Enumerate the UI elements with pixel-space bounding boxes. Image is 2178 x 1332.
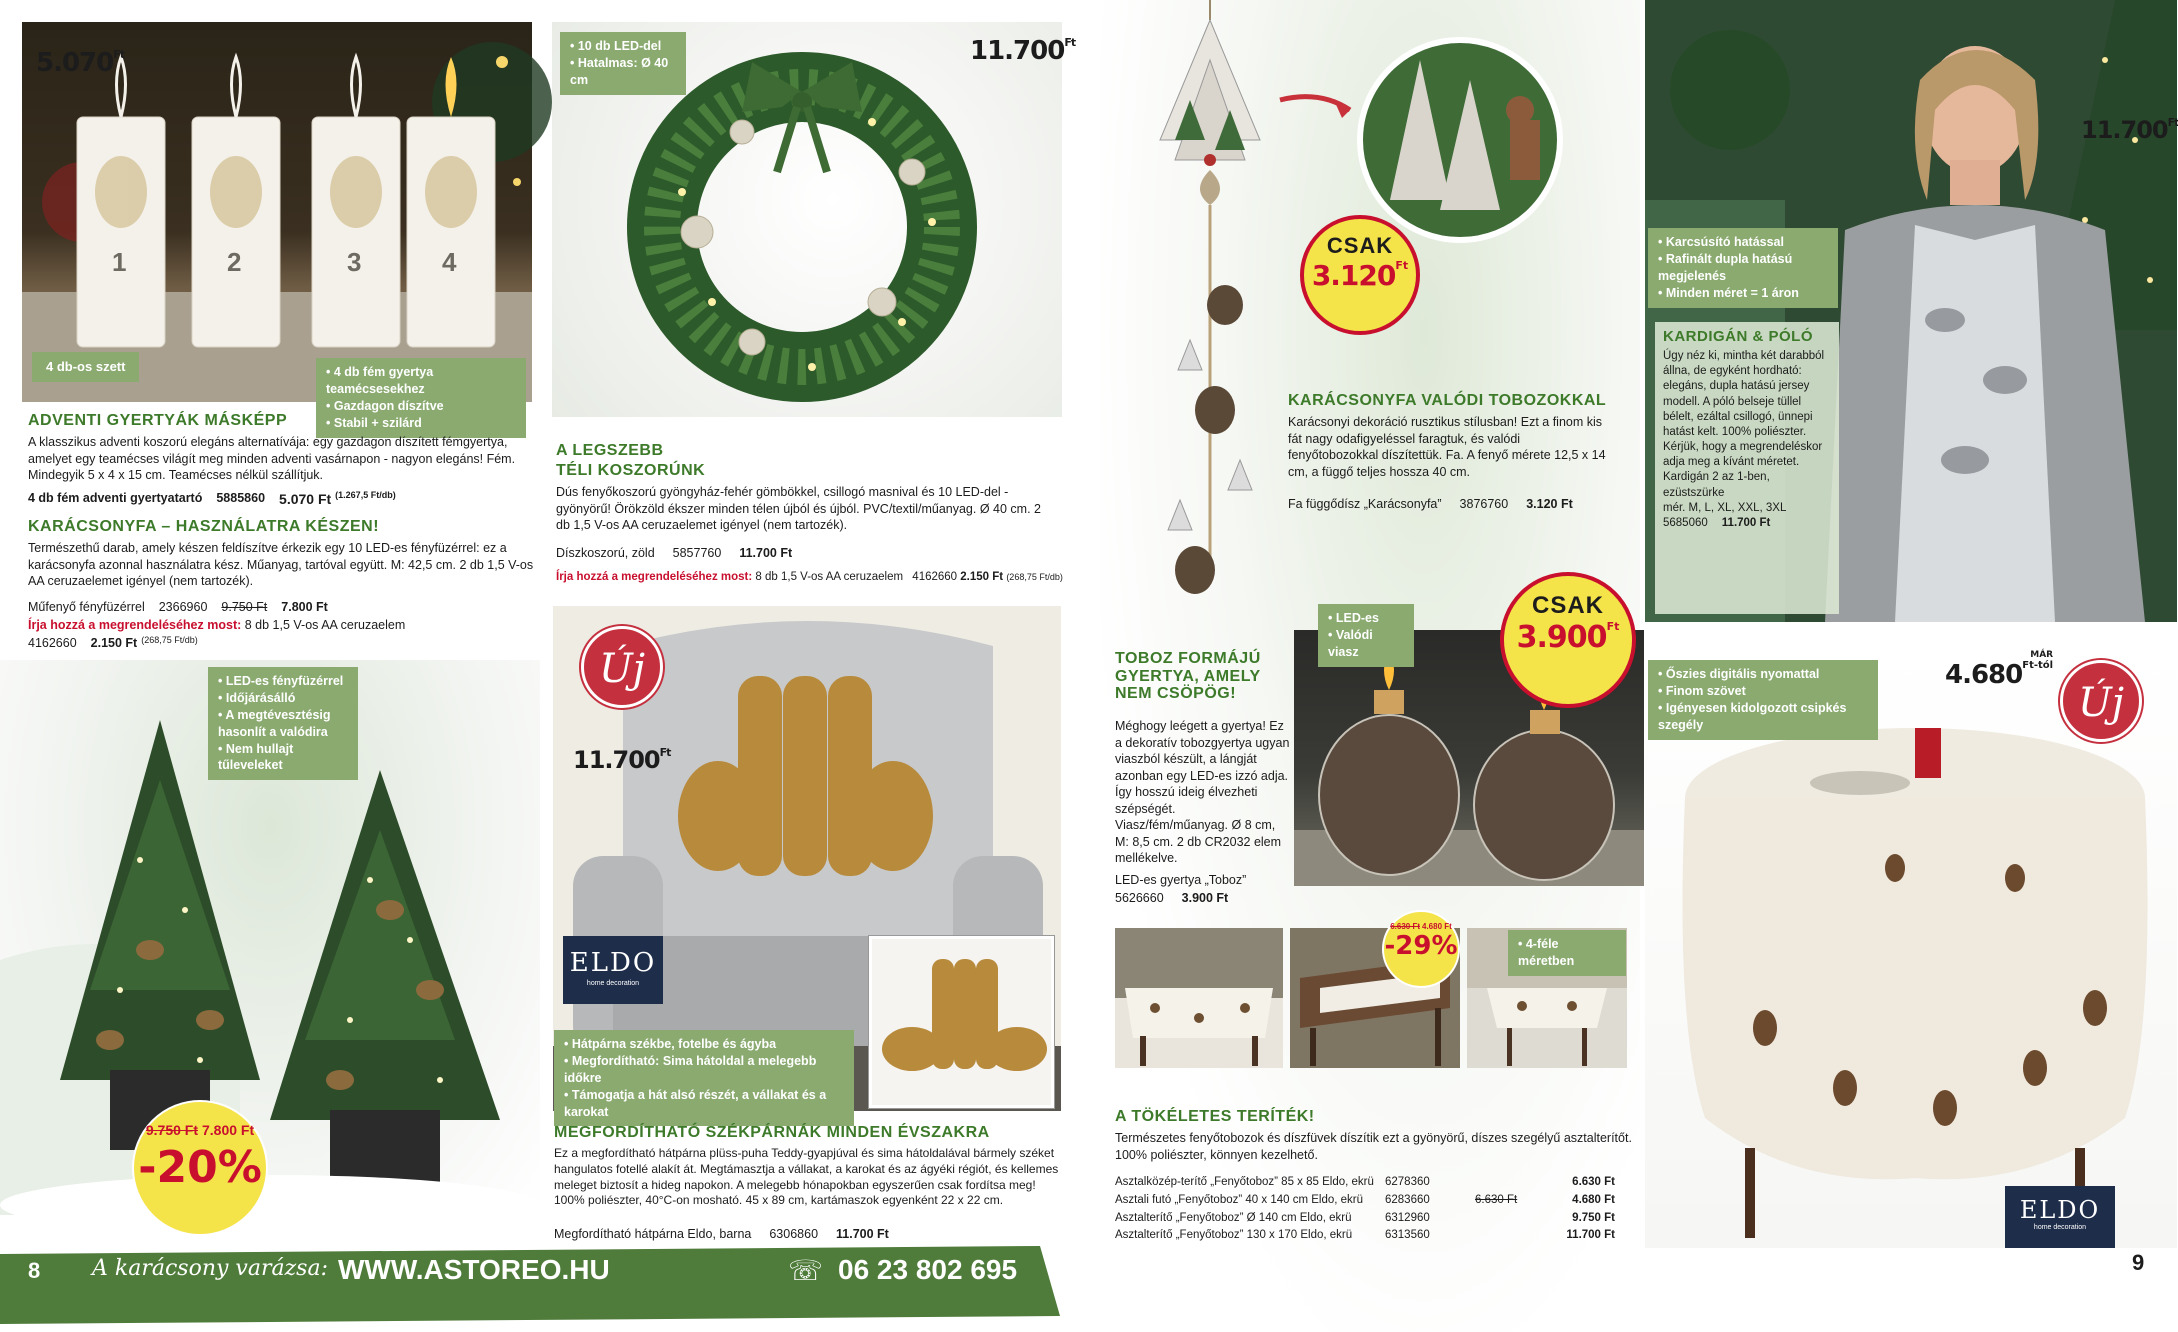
tablecloth-row — [1115, 1210, 1635, 1228]
advent-price-unit: Ft — [113, 48, 125, 61]
tree-badge-percent: -20% — [138, 1142, 262, 1193]
tree-addon-code: 4162660 — [28, 636, 77, 650]
tablecloth-row-price: 4.680 Ft — [1572, 1193, 1615, 1206]
tablecloth-brand-box — [2005, 1186, 2115, 1248]
tree-badge-new: 7.800 Ft — [202, 1122, 255, 1138]
tree-discount-badge — [132, 1100, 268, 1236]
advent-bullet: • Stabil + szilárd — [326, 415, 516, 432]
cardigan-order-line — [1663, 516, 1831, 531]
tree-description: Természethű darab, amely készen feldíszítve érkezik egy 10 LED-es fényfüzérrel: ez a karácsonyfa azonnal használatra kész. Műanyag, tartóval együtt. M: 42,5 cm. 2 db 1,5 V-os AA ceruzaelemet igényel (nem tartozék). — [28, 541, 534, 588]
cardigan-bullets — [1648, 228, 1838, 308]
tablecloth-price-unit: Ft-tól — [2022, 660, 2054, 671]
pillow-bullet: • Hátpárna székbe, fotelbe és ágyba — [564, 1036, 844, 1053]
tablecloth-brand-sub: home decoration — [2033, 1224, 2087, 1231]
advent-order-code: 5885860 — [216, 491, 266, 505]
tablecloth-bullet: • Finom szövet — [1658, 683, 1868, 700]
candle-number-4: 4 — [442, 247, 457, 277]
cardigan-price — [2081, 116, 2178, 144]
advent-bullets — [316, 358, 526, 438]
tablecloth-row — [1115, 1174, 1635, 1192]
candle-number-1: 1 — [112, 247, 127, 277]
pillow-description: Ez a megfordítható hátpárna plüss-puha Teddy-gyapjúval és sima hátoldalával bármely széket hangulatos fotellé alakít át. Megtámasztja a vállakat, a karokat és az ágyéki régiót, és kellemes meleget biztosít a hideg napokon. A melegebb hónapokban egyszerűen csak fordítsa meg! 100% poliészter, 40°C-on mosható. 45 x 89 cm, kartámaszok egyenként 22 x 22 cm. — [554, 1146, 1059, 1208]
candle-number-2: 2 — [227, 247, 242, 277]
candle-order-price: 3.900 Ft — [1181, 891, 1229, 905]
pillow-price-value: 11.700 — [573, 746, 660, 774]
tablecloth-price — [1945, 650, 2053, 690]
wreath-price-unit: Ft — [1064, 36, 1076, 49]
table-sizes-tag — [1508, 930, 1626, 976]
tablecloth-price-value: 4.680 — [1945, 660, 2023, 690]
wreath-bullets — [560, 32, 686, 95]
tablecloth-row-name: Asztalközép-terítő „Fenyőtoboz” 85 x 85 Eldo, ekrü — [1115, 1176, 1374, 1188]
pillow-bullets — [554, 1030, 854, 1126]
tree-order-line — [28, 599, 328, 616]
tablecloth-row-code: 6312960 — [1385, 1211, 1430, 1224]
tree-addon-order — [28, 635, 198, 652]
tablecloth-bullet: • Őszies digitális nyomattal — [1658, 666, 1868, 683]
candle-title: TOBOZ FORMÁJÚ GYERTYA, AMELY NEM CSÖPÖG! — [1115, 650, 1261, 703]
pillow-inset-photo — [869, 936, 1054, 1108]
tablecloth-row-name: Asztalterítő „Fenyőtoboz” Ø 140 cm Eldo, ekrü — [1115, 1211, 1352, 1224]
advent-bullet: • 4 db fém gyertya teamécsesekhez — [326, 364, 516, 398]
candle-number-3: 3 — [347, 247, 362, 277]
table-mini-percent: -29% — [1384, 931, 1458, 961]
footer-phone: 06 23 802 695 — [838, 1254, 1018, 1285]
wreath-order-name: Díszkoszorú, zöld — [556, 546, 655, 560]
pillow-brand-box — [563, 936, 663, 1004]
candle-price-unit: Ft — [1606, 620, 1620, 633]
tree-bullet: • Időjárásálló — [218, 690, 348, 707]
tablecloth-description: Természetes fenyőtobozok és díszfüvek díszítik ezt a gyönyörű, díszes szegélyű asztalterítőt. 100% poliészter, könnyen kezelhető. — [1115, 1131, 1632, 1162]
cardigan-price-unit: Ft — [2167, 116, 2178, 129]
ornament-price-unit: Ft — [1395, 259, 1409, 272]
ornament-order-name: Fa függődísz „Karácsonyfa” — [1288, 497, 1442, 511]
wreath-addon — [556, 570, 1076, 585]
advent-candles-photo — [22, 22, 532, 402]
pillow-brand-name: ELDO — [569, 948, 657, 978]
footer-url-link[interactable]: WWW.ASTOREO.HU — [338, 1254, 610, 1285]
cardigan-sizes: mér. M, L, XL, XXL, 3XL — [1663, 501, 1787, 514]
tree-addon — [28, 617, 548, 634]
tablecloth-row-code: 6283660 — [1385, 1193, 1430, 1206]
pillow-bullet: • Támogatja a hát alsó részét, a vállakat és a karokat — [564, 1087, 844, 1121]
candle-bullet: • Valódi viasz — [1328, 627, 1404, 661]
candle-only-label: CSAK — [1531, 592, 1604, 619]
wreath-bullet: • Hatalmas: Ø 40 cm — [570, 55, 676, 89]
ornament-price-value: 3.120 — [1311, 259, 1396, 292]
tree-addon-text: 8 db 1,5 V-os AA ceruzaelem — [244, 618, 406, 632]
pillow-price — [573, 746, 670, 774]
tree-order-code: 2366960 — [158, 600, 208, 614]
pillow-order-price: 11.700 Ft — [836, 1227, 889, 1241]
tablecloth-row-price: 6.630 Ft — [1572, 1176, 1615, 1188]
phone-icon: ☏ — [788, 1255, 824, 1286]
tablecloth-row-old — [1475, 1210, 1545, 1228]
tablecloth-row-old: 6.630 Ft — [1475, 1193, 1518, 1206]
wreath-addon-text: 8 db 1,5 V-os AA ceruzaelem — [755, 571, 904, 583]
tree-addon-price: 2.150 Ft — [90, 636, 138, 650]
wreath-price — [970, 36, 1075, 66]
candle-price-value: 3.900 — [1516, 620, 1607, 655]
advent-bullet: • Gazdagon díszítve — [326, 398, 516, 415]
ornament-order-price: 3.120 Ft — [1526, 497, 1573, 511]
cardigan-order-price: 11.700 Ft — [1721, 516, 1771, 529]
pillow-title: MEGFORDÍTHATÓ SZÉKPÁRNÁK MINDEN ÉVSZAKRA — [554, 1124, 990, 1141]
footer-page-left: 8 — [28, 1258, 41, 1283]
candle-bullets — [1318, 604, 1414, 667]
advent-price-value: 5.070 — [36, 48, 114, 78]
pillow-brand-sub: home decoration — [586, 980, 640, 987]
table-photo-1-illustration — [1115, 928, 1283, 1068]
footer-tagline: A karácsony varázsa: — [92, 1256, 328, 1281]
cardigan-variant: Kardigán 2 az 1-ben, ezüstszürke — [1663, 471, 1770, 499]
table-sizes-label: • 4-féle méretben — [1518, 936, 1616, 970]
pillow-order-name: Megfordítható hátpárna Eldo, barna — [554, 1227, 752, 1241]
wreath-order-code: 5857760 — [672, 546, 722, 560]
tablecloth-row-code: 6313560 — [1385, 1229, 1430, 1242]
tablecloth-new-badge: Új — [2060, 660, 2142, 742]
candle-order-line — [1115, 890, 1228, 907]
pillow-new-badge: Új — [581, 626, 663, 708]
tablecloth-row-old — [1475, 1174, 1545, 1192]
ornament-only-badge — [1300, 215, 1420, 335]
tablecloth-price-table — [1115, 1174, 1635, 1245]
tree-bullet: • A megtévesztésig hasonlít a valódira — [218, 707, 348, 741]
pillow-order-code: 6306860 — [769, 1227, 819, 1241]
advent-candles-illustration — [22, 22, 532, 402]
tablecloth-row-price: 9.750 Ft — [1572, 1211, 1615, 1224]
advent-order-name: 4 db fém adventi gyertyatartó — [28, 491, 203, 505]
tree-bullet: • Nem hullajt tűleveleket — [218, 741, 348, 775]
tablecloth-row-price: 11.700 Ft — [1566, 1229, 1615, 1242]
wreath-price-value: 11.700 — [970, 36, 1065, 66]
ornament-title: KARÁCSONYFA VALÓDI TOBOZOKKAL — [1288, 392, 1607, 409]
tablecloth-bullet: • Igényesen kidolgozott csipkés szegély — [1658, 700, 1868, 734]
ornament-order-code: 3876760 — [1459, 497, 1509, 511]
tablecloth-row-name: Asztalterítő „Fenyőtoboz” 130 x 170 Eldo, ekrü — [1115, 1229, 1353, 1242]
cardigan-text-panel — [1655, 322, 1839, 614]
table-mini-discount — [1382, 910, 1460, 988]
tree-bullets — [208, 667, 358, 780]
tablecloth-row-old — [1475, 1227, 1545, 1245]
wreath-title-1: A LEGSZEBB — [556, 442, 664, 459]
ornament-description: Karácsonyi dekoráció rusztikus stílusban! Ezt a finom kis fát nagy odafigyeléssel faragtuk, és valódi fenyőtobozokkal díszítettük. Fa. A fenyő mérete 12,5 x 14 cm, a függő teljes hossza 40 cm. — [1288, 415, 1606, 479]
wreath-description: Dús fenyőkoszorú gyöngyház-fehér gömbökkel, csillogó masnival és 10 LED-del - gyönyörű! Örökzöld ékszer minden télen újból és újból. PVC/textil/műanyag. Ø 40 cm. 2 db 1,5 V-os AA ceruzaelemet igényel (nem tartozék). — [556, 485, 1041, 532]
cardigan-bullet: • Rafinált dupla hatású megjelenés — [1658, 251, 1828, 285]
tablecloth-title: A TÖKÉLETES TERÍTÉK! — [1115, 1108, 1315, 1125]
tree-addon-unit: (268,75 Ft/db) — [141, 635, 198, 645]
pillow-price-unit: Ft — [659, 746, 671, 759]
cardigan-title: KARDIGÁN & PÓLÓ — [1663, 328, 1813, 345]
tablecloth-bullets — [1648, 660, 1878, 740]
candle-order-code: 5626660 — [1115, 891, 1164, 905]
tree-title: KARÁCSONYFA – HASZNÁLATRA KÉSZEN! — [28, 518, 380, 535]
advent-title: ADVENTI GYERTYÁK MÁSKÉPP — [28, 412, 288, 429]
tablecloth-row — [1115, 1227, 1635, 1245]
wreath-bullet: • 10 db LED-del — [570, 38, 676, 55]
advent-set-label: 4 db-os szett — [32, 352, 139, 382]
candle-bullet: • LED-es — [1328, 610, 1404, 627]
wreath-addon-unit: (268,75 Ft/db) — [1006, 572, 1063, 582]
wreath-title-2: TÉLI KOSZORÚNK — [556, 462, 706, 479]
pillow-inset-illustration — [872, 939, 1052, 1107]
tablecloth-row — [1115, 1192, 1635, 1210]
cardigan-price-value: 11.700 — [2081, 116, 2168, 144]
tablecloth-row-code: 6278360 — [1385, 1176, 1430, 1188]
table-photo-1 — [1115, 928, 1283, 1068]
advent-order-price: 5.070 Ft — [279, 491, 332, 507]
tree-badge-old: 9.750 Ft — [145, 1122, 198, 1138]
tablecloth-brand-name: ELDO — [2019, 1196, 2101, 1224]
wreath-addon-code: 4162660 — [912, 571, 958, 583]
ornament-order-line — [1288, 496, 1573, 513]
tree-bullet: • LED-es fényfüzérrel — [218, 673, 348, 690]
tablecloth-price-prefix: MÁR — [2030, 650, 2054, 660]
candle-only-badge — [1500, 572, 1636, 708]
tree-addon-label: Írja hozzá a megrendeléséhez most: — [28, 618, 242, 632]
cardigan-description: Úgy néz ki, mintha két darabból állna, de egyként hordható: elegáns, dupla hatású jersey modell. A póló belseje tüllel bélelt, ezáltal csillogó, ünnepi hatást kelt. 100% poliészter. Kérjük, hogy a megrendeléskor adja meg a kívánt méretet. — [1663, 350, 1825, 469]
cardigan-bullet: • Karcsúsító hatással — [1658, 234, 1828, 251]
advent-order-line — [28, 490, 396, 508]
cardigan-order-code: 5685060 — [1663, 516, 1708, 529]
advent-price — [36, 48, 124, 78]
pillow-bullet: • Megfordítható: Sima hátoldal a melegebb időkre — [564, 1053, 844, 1087]
tree-order-name: Műfenyő fényfüzérrel — [28, 600, 145, 614]
wreath-order-line — [556, 545, 792, 562]
table-mini-old: 6.630 Ft — [1390, 922, 1420, 931]
wreath-order-price: 11.700 Ft — [739, 546, 793, 560]
advent-description: A klasszikus adventi koszorú elegáns alternatívája: egy gazdagon díszített fémgyertya, amelyet egy teamécses világít meg minden adventi vasárnapon - nagyon elegáns! Fém. Mindegyik 5 x 4 x 15 cm. Teamécses nélkül szállítjuk. — [28, 435, 516, 482]
table-mini-new: 4.680 Ft — [1422, 922, 1452, 931]
advent-order-unit: (1.267,5 Ft/db) — [335, 490, 396, 500]
candle-order-name: LED-es gyertya „Toboz” — [1115, 873, 1247, 887]
cardigan-bullet: • Minden méret = 1 áron — [1658, 285, 1828, 302]
candle-description: Méghogy leégett a gyertya! Ez a dekoratív tobozgyertya ugyan viaszból készült, a lángját azonban egy LED-es izzó adja. Így hosszú ideig élvezheti szépségét. Viasz/fém/műanyag. Ø 8 cm, M: 8,5 cm. 2 db CR2032 elem mellékelve. — [1115, 719, 1290, 865]
tree-order-old-price: 9.750 Ft — [221, 600, 268, 614]
tree-order-price: 7.800 Ft — [281, 600, 328, 614]
wreath-addon-label: Írja hozzá a megrendeléséhez most: — [556, 571, 753, 583]
wreath-addon-price: 2.150 Ft — [960, 571, 1004, 583]
footer-page-right: 9 — [2132, 1250, 2145, 1275]
ornament-only-label: CSAK — [1326, 233, 1394, 258]
tablecloth-row-name: Asztali futó „Fenyőtoboz” 40 x 140 cm Eldo, ekrü — [1115, 1193, 1364, 1206]
